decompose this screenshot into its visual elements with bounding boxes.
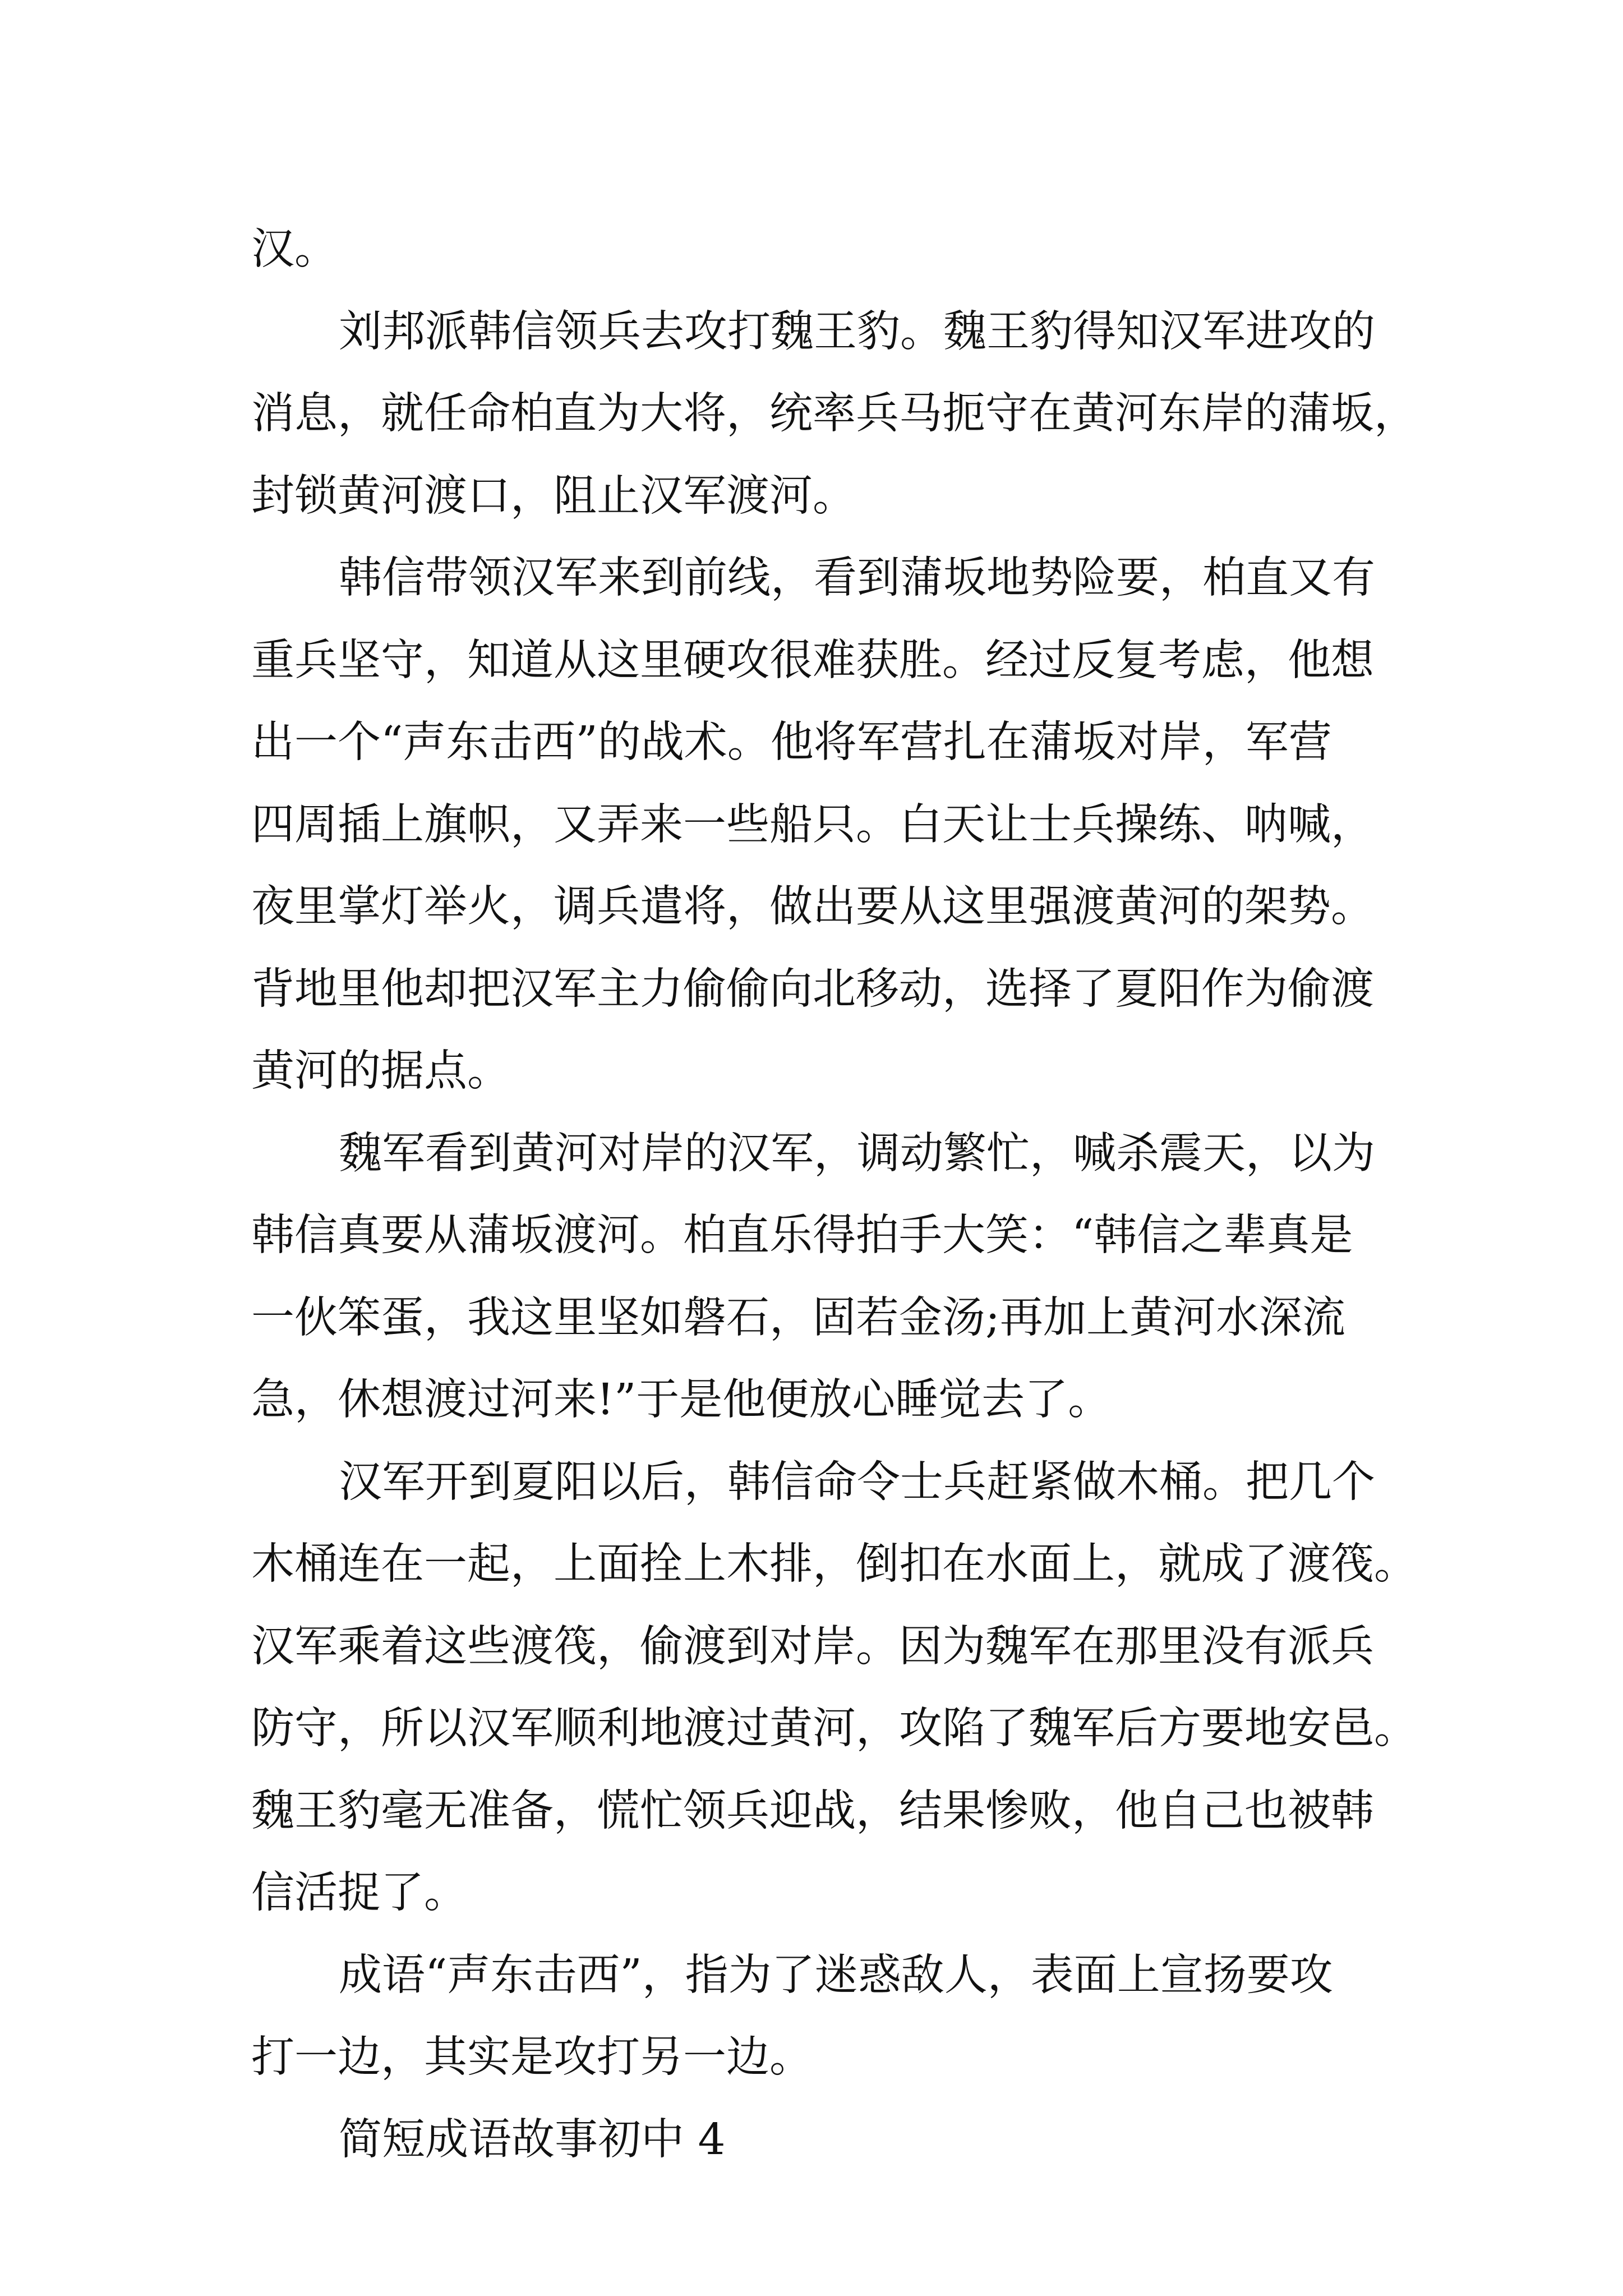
- paragraph-first-line: 韩信带领汉军来到前线，看到蒲坂地势险要，柏直又有: [339, 553, 1375, 603]
- text-line: 信活捉了。: [251, 1868, 467, 1918]
- paragraph-first-line: 刘邦派韩信领兵去攻打魏王豹。魏王豹得知汉军进攻的: [339, 306, 1375, 357]
- paragraph-first-line: 成语“声东击西”，指为了迷惑敌人，表面上宣扬要攻: [339, 1950, 1333, 2000]
- paragraph-first-line: 汉军开到夏阳以后，韩信命令士兵赶紧做木桶。把几个: [339, 1457, 1375, 1507]
- text-line: 重兵坚守，知道从这里硬攻很难获胜。经过反复考虑，他想: [251, 635, 1374, 685]
- text-line: 一伙笨蛋，我这里坚如磐石，固若金汤;再加上黄河水深流: [251, 1292, 1345, 1343]
- text-line: 木桶连在一起，上面拴上木排，倒扣在水面上，就成了渡筏。: [251, 1539, 1417, 1589]
- text-line: 夜里掌灯举火，调兵遣将，做出要从这里强渡黄河的架势。: [251, 882, 1374, 932]
- text-line: 打一边，其实是攻打另一边。: [251, 2032, 813, 2082]
- text-line: 封锁黄河渡口，阻止汉军渡河。: [251, 471, 856, 521]
- document-body: [251, 209, 1417, 2181]
- paragraph-first-line: 魏军看到黄河对岸的汉军，调动繁忙，喊杀震天，以为: [339, 1128, 1375, 1179]
- text-line: 出一个“声东击西”的战术。他将军营扎在蒲坂对岸，军营: [251, 717, 1332, 767]
- text-line: 魏王豹毫无准备，慌忙领兵迎战，结果惨败，他自己也被韩: [251, 1786, 1374, 1836]
- text-line: 黄河的据点。: [251, 1046, 510, 1096]
- text-line: 汉军乘着这些渡筏，偷渡到对岸。因为魏军在那里没有派兵: [251, 1621, 1374, 1672]
- text-line: 背地里他却把汉军主力偷偷向北移动，选择了夏阳作为偷渡: [251, 964, 1374, 1014]
- text-line: 急，休想渡过河来!”于是他便放心睡觉去了。: [251, 1375, 1112, 1425]
- section-heading: 简短成语故事初中 4: [339, 2114, 726, 2165]
- text-line: 四周插上旗帜，又弄来一些船只。白天让士兵操练、呐喊，: [251, 799, 1374, 850]
- text-line: 防守，所以汉军顺利地渡过黄河，攻陷了魏军后方要地安邑。: [251, 1704, 1417, 1754]
- text-line: 韩信真要从蒲坂渡河。柏直乐得拍手大笑：“韩信之辈真是: [251, 1211, 1353, 1260]
- text-line: 消息，就任命柏直为大将，统率兵马扼守在黄河东岸的蒲坂，: [251, 389, 1417, 439]
- text-line: 汉。: [251, 224, 338, 274]
